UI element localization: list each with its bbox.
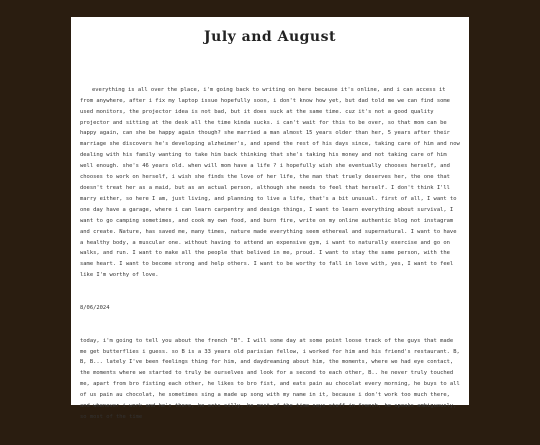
- post-body: [80, 63, 464, 445]
- entry-date: 8/06/2024: [80, 304, 110, 311]
- entry-paragraph: everything is all over the place, i'm going back to writing on here because it's online, and i can access it from anywhere, after i fix my laptop issue hopefully soon, i don't know how yet, but dad told me we can find some used monitors, the projector idea is not bad, but it does suck at the same time. cuz it's not a good quality projector and sitting at the desk all the time kinda sucks. i can't wait for this to be over, so that mom can be happy again, can she be happy again though? she married a man almost 15 years older than her, 5 years after their marriage she discovers he's developing alzheimer's, and spend the rest of his days since, taking care of him and now dealing with his family wanting to take him back thinking that she's taking his money and not taking care of him well enough. she's 46 years old. when will mom have a life ? i hopefully wish she eventually chooses herself, and chooses to work on herself, i wish she finds the love of her life, the man that truely deserves her, the one that doesn't treat her as a maid, but as an actual person, although she needs to feel that herself. I don't think I'll marry either, so here I am, just living, and planning to live a life, that's a bit unusual. first of all, I want to one day have a garage, where i can learn carpentry and design things, I want to learn everything about survival, I want to go camping sometimes, and cook my own food, and burn fire, write on my online authentic blog not instagram and create. Nature, has saved me, many times, nature made everything seem ethereal and supernatural. I want to have a healthy body, a muscular one. without having to attend an expensive gym, i want to naturally exercise and go on walks, and run. I want to make all the people that belived in me, proud. I want to stay the same person, with the same heart. I want to become strong and help others. I want to be worthy to fall in love with, yes, I want to feel like I'm worthy of love.: [80, 86, 464, 279]
- blog-page: [71, 17, 469, 420]
- entry-paragraph: today, i'm going to tell you about the french "B". I will some day at some point loose track of the guys that made me get butterflies i guess. so B is a 33 years old parisian fellow, i worked for him and his friend's restaurant. B, B, B... lately I've been feelings thing for him, and daydreaming about him, the moments, where we had eye contact, the moments where we started to truly be ourselves and look for a second to each other, B.. he never truly touched me, apart from bro fisting each other, he likes to bro fist, and eats pain au chocolat every morning, he buys to all of us pain au chocolat, he sometimes sing a made up song with my name in it, because i don't work too much there, and whenever i work and he's there, he acts silly, he most of the time says stuff in french, he speaks ambiguously, so most of the time: [80, 337, 464, 420]
- post-title: July and August: [204, 29, 336, 45]
